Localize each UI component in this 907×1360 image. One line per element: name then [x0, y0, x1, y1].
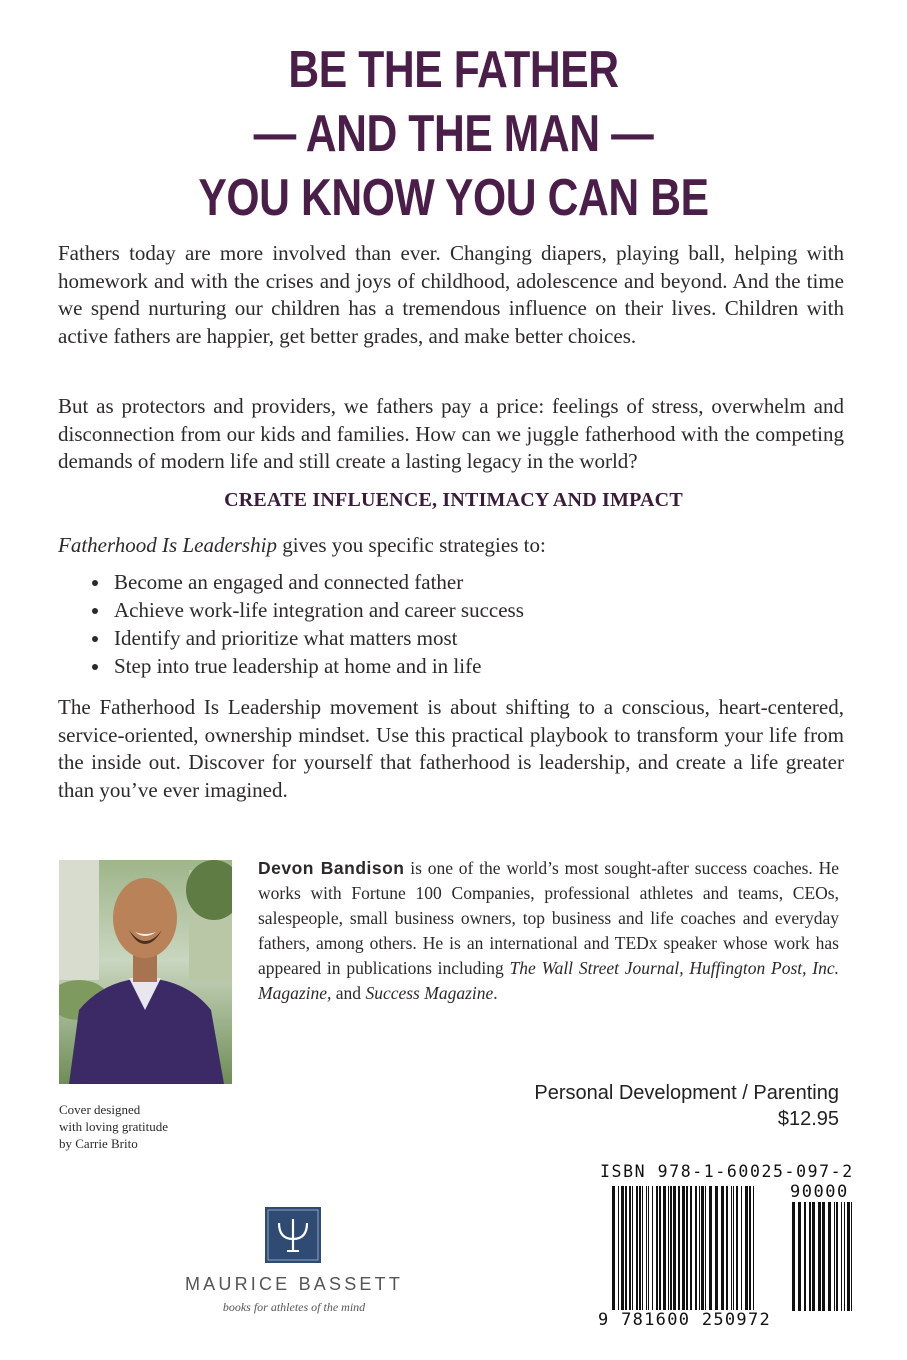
isbn-label: ISBN 978-1-60025-097-2 — [600, 1162, 854, 1181]
list-item — [92, 596, 524, 624]
category-label: Personal Development / Parenting — [534, 1082, 839, 1104]
author-name: Devon Bandison — [258, 858, 405, 878]
strategies-intro — [58, 532, 844, 560]
list-item — [92, 652, 524, 680]
headline-line-2: — AND THE MAN — — [253, 105, 654, 163]
headline-line-1: BE THE FATHER — [288, 41, 619, 99]
credit-line: by Carrie Brito — [59, 1136, 138, 1151]
cover-credit — [59, 1101, 239, 1152]
book-price: $12.95 — [777, 1108, 839, 1130]
paragraph-intro: Fathers today are more involved than ever. Changing diapers, playing ball, helping with homework and with the crises and joys of childhood, adolescence and beyond. And the time we spend nurturing our children has a tremendous influence on their lives. Children with active fathers are happier, get better grades, and make better choices. — [58, 241, 844, 348]
book-title-italic: Fatherhood Is Leadership — [58, 533, 277, 557]
cover-headline — [82, 38, 826, 230]
paragraph-movement: The Fatherhood Is Leadership movement is about shifting to a conscious, heart-centered, service-oriented, ownership mindset. Use this practical playbook to transform your life from the inside out. Discover for yourself that fatherhood is leadership, and create a life greater than you’ve ever imagined. — [58, 695, 844, 802]
barcode-addon-digits: 90000 — [790, 1182, 849, 1202]
paragraph-problem: But as protectors and providers, we fathers pay a price: feelings of stress, overwhelm and disconnection from our kids and families. How can we juggle fatherhood with the competing demands of modern life and still create a lasting legacy in the world? — [58, 394, 844, 473]
credit-line: with loving gratitude — [59, 1119, 169, 1134]
list-item-text: Achieve work-life integration and career success — [114, 598, 524, 622]
author-bio — [258, 856, 839, 1006]
bullet-icon — [92, 664, 98, 670]
bio-text: . — [493, 983, 498, 1003]
barcode-main-icon — [612, 1186, 757, 1311]
author-photo — [59, 860, 232, 1084]
list-item — [92, 624, 524, 652]
list-item-text: Become an engaged and connected father — [114, 570, 464, 594]
publisher-logo-icon — [265, 1207, 321, 1263]
bio-publication-last: Success Magazine — [365, 983, 494, 1003]
credit-line: Cover designed — [59, 1102, 141, 1117]
list-item-text: Identify and prioritize what matters most — [114, 626, 458, 650]
book-category — [534, 1080, 839, 1132]
barcode-addon-icon — [792, 1202, 852, 1311]
section-subhead: CREATE INFLUENCE, INTIMACY AND IMPACT — [224, 489, 683, 511]
bullet-icon — [92, 580, 98, 586]
publisher-tagline: books for athletes of the mind — [222, 1300, 366, 1314]
list-item — [92, 568, 524, 596]
bio-text: is one of the world’s most sought-after success coaches. He works with Fortune 100 Companies, professional athletes and teams, CEOs, salespeople, small business owners, top business and life coaches and everyday fathers, among others. He is an international and TEDx speaker whose work has appeared in publications including — [258, 858, 839, 978]
bio-text: and — [331, 983, 366, 1003]
bio-publications: The Wall Street Journal, Huffington Post, Inc. Magazine, — [258, 958, 840, 1003]
bullet-icon — [92, 608, 98, 614]
publisher-name: MAURICE BASSETT — [184, 1274, 404, 1294]
headline-line-3: YOU KNOW YOU CAN BE — [198, 169, 709, 227]
strategies-list — [92, 568, 524, 680]
bullet-icon — [92, 636, 98, 642]
barcode-digits: 9 781600 250972 — [598, 1310, 772, 1330]
strategies-intro-text: gives you specific strategies to: — [276, 533, 546, 557]
list-item-text: Step into true leadership at home and in life — [114, 654, 482, 678]
